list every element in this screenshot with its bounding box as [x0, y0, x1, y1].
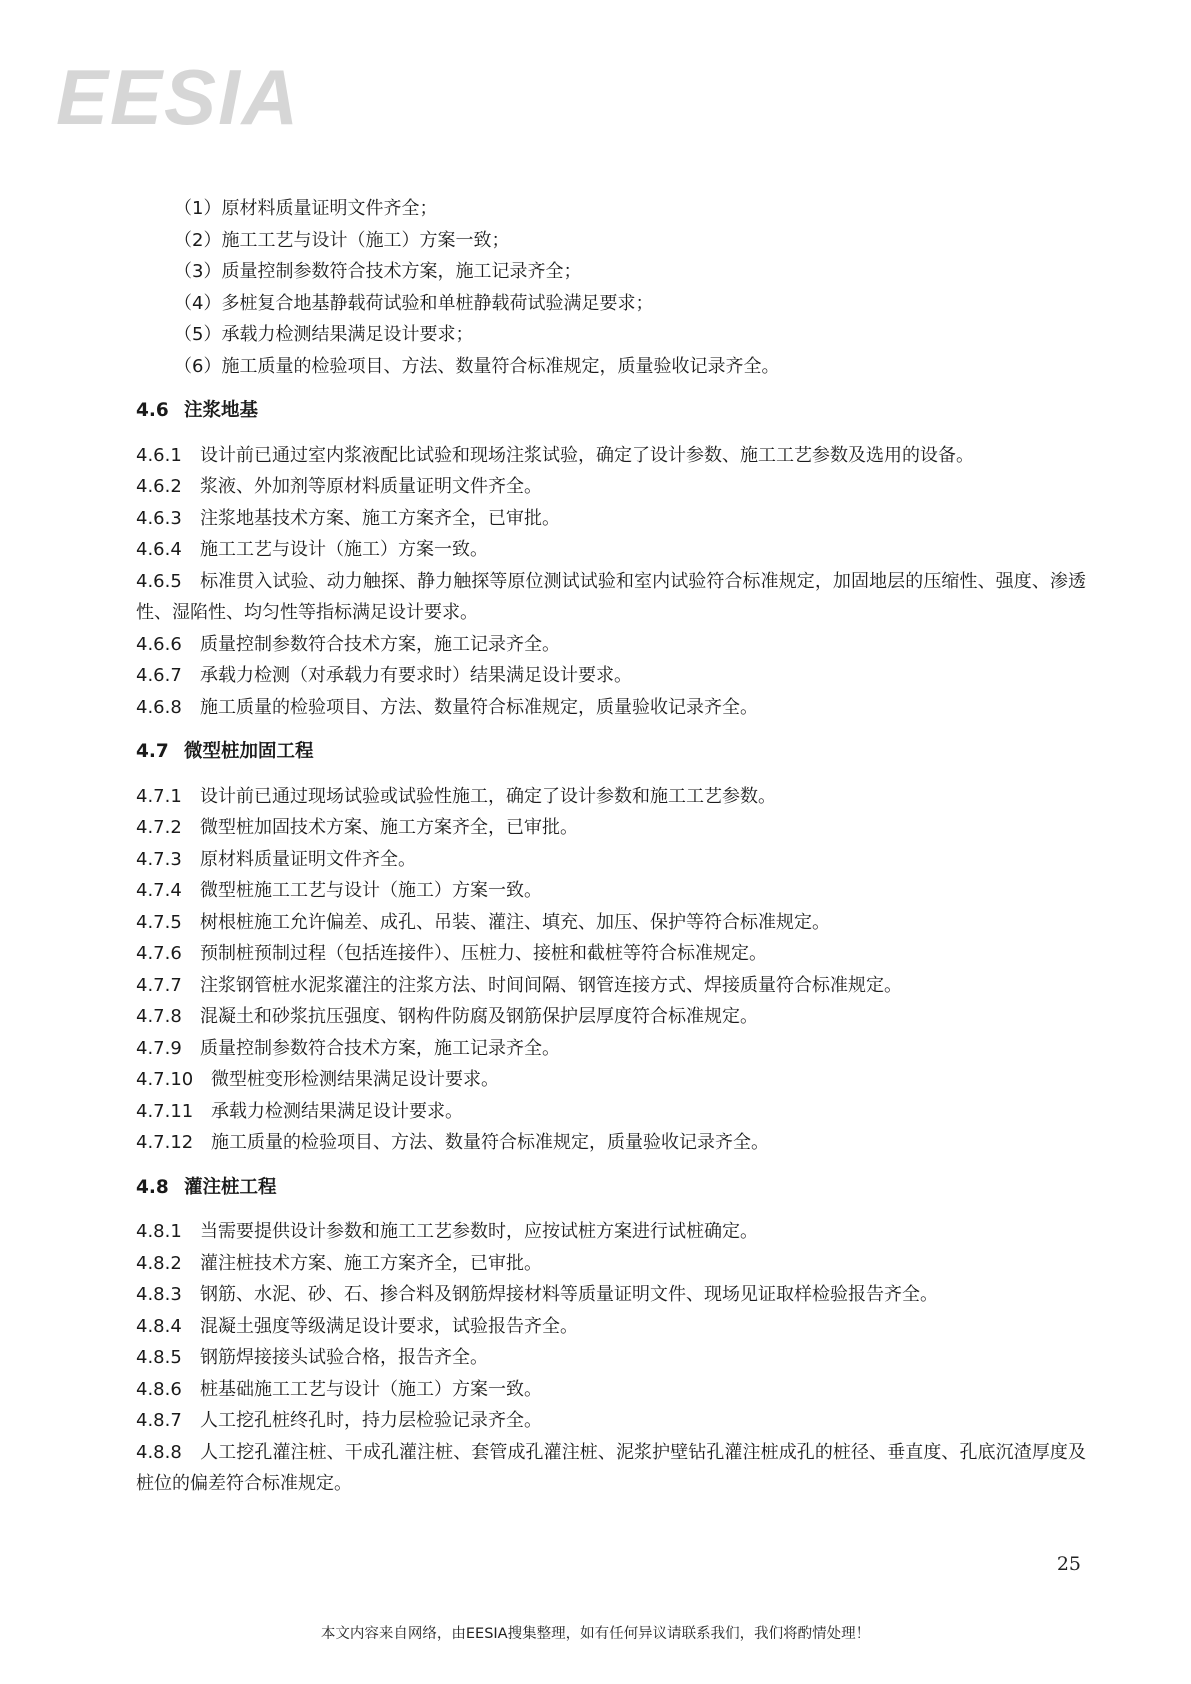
section-title: 灌注桩工程	[184, 1176, 277, 1198]
clause-number: 4.6.1	[136, 444, 182, 466]
clause-text: 钢筋、水泥、砂、石、掺合料及钢筋焊接材料等质量证明文件、现场见证取样检验报告齐全。	[200, 1284, 938, 1305]
clause-number: 4.7.10	[136, 1069, 194, 1090]
clause-4-6-3	[136, 503, 1086, 535]
clause-4-8-6	[136, 1374, 1086, 1406]
section-number: 4.6	[136, 400, 169, 421]
clause-number: 4.7.11	[136, 1100, 194, 1122]
clause-4-8-7	[136, 1405, 1086, 1437]
clause-number: 4.7.2	[136, 817, 182, 838]
clause-text: 施工工艺与设计（施工）方案一致。	[200, 539, 488, 560]
clause-4-8-2	[136, 1248, 1086, 1280]
clause-4-6-7	[136, 660, 1086, 692]
footer-disclaimer: 本文内容来自网络，由EESIA搜集整理，如有任何异议请联系我们，我们将酌情处理！	[320, 1626, 871, 1642]
clause-4-7-5	[136, 907, 1086, 939]
clause-text: 承载力检测结果满足设计要求。	[211, 1100, 463, 1122]
clause-number: 4.6.3	[136, 507, 182, 529]
eesia-logo: EESIA	[56, 53, 301, 141]
clause-number: 4.7.5	[136, 911, 182, 933]
list-item: （2）施工工艺与设计（施工）方案一致；	[174, 229, 510, 251]
clause-4-8-3	[136, 1279, 1086, 1311]
section-title: 注浆地基	[184, 400, 259, 421]
section-heading-4-7	[136, 736, 1086, 768]
clause-4-7-11	[136, 1096, 1086, 1128]
clause-number: 4.8.2	[136, 1252, 182, 1274]
clause-text: 树根桩施工允许偏差、成孔、吊装、灌注、填充、加压、保护等符合标准规定。	[200, 911, 830, 933]
list-item: （3）质量控制参数符合技术方案，施工记录齐全；	[174, 261, 582, 282]
document-body	[136, 193, 1086, 1500]
clause-number: 4.6.8	[136, 696, 182, 718]
clause-number: 4.8.1	[136, 1221, 182, 1242]
section-heading-4-8	[136, 1172, 1086, 1204]
clause-4-8-8	[136, 1437, 1086, 1500]
clause-number: 4.8.4	[136, 1315, 182, 1337]
clause-text: 标准贯入试验、动力触探、静力触探等原位测试试验和室内试验符合标准规定，加固地层的压缩性、强度、渗透性、湿陷性、均匀性等指标满足设计要求。	[136, 570, 1086, 623]
clause-number: 4.8.6	[136, 1378, 182, 1400]
clause-4-7-4	[136, 875, 1086, 907]
clause-4-7-9	[136, 1033, 1086, 1065]
clause-text: 灌注桩技术方案、施工方案齐全，已审批。	[200, 1252, 542, 1274]
page-number: 25	[1056, 1553, 1081, 1575]
clause-text: 质量控制参数符合技术方案，施工记录齐全。	[200, 1037, 560, 1059]
clause-text: 原材料质量证明文件齐全。	[200, 848, 416, 870]
clause-number: 4.6.6	[136, 633, 182, 655]
clause-text: 桩基础施工工艺与设计（施工）方案一致。	[200, 1378, 542, 1400]
clause-number: 4.7.3	[136, 848, 182, 870]
clause-4-7-3	[136, 844, 1086, 876]
clause-number: 4.6.7	[136, 665, 182, 686]
clause-number: 4.8.3	[136, 1284, 182, 1305]
clause-text: 设计前已通过室内浆液配比试验和现场注浆试验，确定了设计参数、施工工艺参数及选用的设备。	[200, 444, 974, 466]
clause-number: 4.8.5	[136, 1347, 182, 1368]
list-item: （4）多桩复合地基静载荷试验和单桩静载荷试验满足要求；	[174, 292, 654, 314]
clause-text: 微型桩变形检测结果满足设计要求。	[211, 1069, 499, 1090]
clause-number: 4.8.8	[136, 1441, 182, 1463]
clause-text: 浆液、外加剂等原材料质量证明文件齐全。	[200, 476, 542, 497]
list-4-5-checks	[136, 193, 1086, 382]
clause-number: 4.7.7	[136, 974, 182, 996]
clause-4-6-2	[136, 471, 1086, 503]
clause-text: 注浆地基技术方案、施工方案齐全，已审批。	[200, 507, 560, 529]
clause-text: 施工质量的检验项目、方法、数量符合标准规定，质量验收记录齐全。	[211, 1132, 769, 1153]
clause-text: 人工挖孔灌注桩、干成孔灌注桩、套管成孔灌注桩、泥浆护壁钻孔灌注桩成孔的桩径、垂直度、孔底沉渣厚度及桩位的偏差符合标准规定。	[136, 1441, 1086, 1494]
clause-number: 4.6.5	[136, 570, 182, 592]
clause-number: 4.8.7	[136, 1410, 182, 1431]
clause-4-8-4	[136, 1311, 1086, 1343]
clause-number: 4.6.4	[136, 539, 182, 560]
clause-4-7-6	[136, 938, 1086, 970]
clause-number: 4.7.4	[136, 880, 182, 901]
clause-number: 4.7.6	[136, 943, 182, 964]
clause-text: 设计前已通过现场试验或试验性施工，确定了设计参数和施工工艺参数。	[200, 785, 776, 807]
clause-text: 混凝土强度等级满足设计要求，试验报告齐全。	[200, 1315, 578, 1337]
list-item: （6）施工质量的检验项目、方法、数量符合标准规定，质量验收记录齐全。	[174, 355, 780, 377]
clause-number: 4.7.8	[136, 1006, 182, 1027]
clause-text: 当需要提供设计参数和施工工艺参数时，应按试桩方案进行试桩确定。	[200, 1221, 758, 1242]
clause-4-7-2	[136, 812, 1086, 844]
clause-text: 施工质量的检验项目、方法、数量符合标准规定，质量验收记录齐全。	[200, 696, 758, 718]
clause-text: 微型桩加固技术方案、施工方案齐全，已审批。	[200, 817, 578, 838]
clause-text: 注浆钢管桩水泥浆灌注的注浆方法、时间间隔、钢管连接方式、焊接质量符合标准规定。	[200, 974, 902, 996]
section-title: 微型桩加固工程	[184, 741, 314, 762]
clause-4-7-12	[136, 1127, 1086, 1159]
clause-4-6-4	[136, 534, 1086, 566]
clause-number: 4.7.12	[136, 1132, 194, 1153]
section-heading-4-6	[136, 395, 1086, 427]
clause-4-7-10	[136, 1064, 1086, 1096]
clause-4-6-1	[136, 440, 1086, 472]
clause-number: 4.6.2	[136, 476, 182, 497]
clause-text: 钢筋焊接接头试验合格，报告齐全。	[200, 1347, 488, 1368]
clause-4-7-8	[136, 1001, 1086, 1033]
clause-4-6-6	[136, 629, 1086, 661]
clause-4-8-5	[136, 1342, 1086, 1374]
clause-4-6-8	[136, 692, 1086, 724]
section-number: 4.8	[136, 1176, 169, 1198]
clause-4-6-5	[136, 566, 1086, 629]
clause-number: 4.7.1	[136, 785, 182, 807]
list-item: （1）原材料质量证明文件齐全；	[174, 198, 438, 219]
clause-4-7-7	[136, 970, 1086, 1002]
clause-4-8-1	[136, 1216, 1086, 1248]
clause-text: 质量控制参数符合技术方案，施工记录齐全。	[200, 633, 560, 655]
clause-text: 人工挖孔桩终孔时，持力层检验记录齐全。	[200, 1410, 542, 1431]
clause-text: 微型桩施工工艺与设计（施工）方案一致。	[200, 880, 542, 901]
list-item: （5）承载力检测结果满足设计要求；	[174, 324, 474, 345]
clause-text: 承载力检测（对承载力有要求时）结果满足设计要求。	[200, 665, 632, 686]
clause-number: 4.7.9	[136, 1037, 182, 1059]
clause-text: 混凝土和砂浆抗压强度、钢构件防腐及钢筋保护层厚度符合标准规定。	[200, 1006, 758, 1027]
section-number: 4.7	[136, 741, 169, 762]
clause-text: 预制桩预制过程（包括连接件）、压桩力、接桩和截桩等符合标准规定。	[200, 943, 767, 964]
clause-4-7-1	[136, 781, 1086, 813]
